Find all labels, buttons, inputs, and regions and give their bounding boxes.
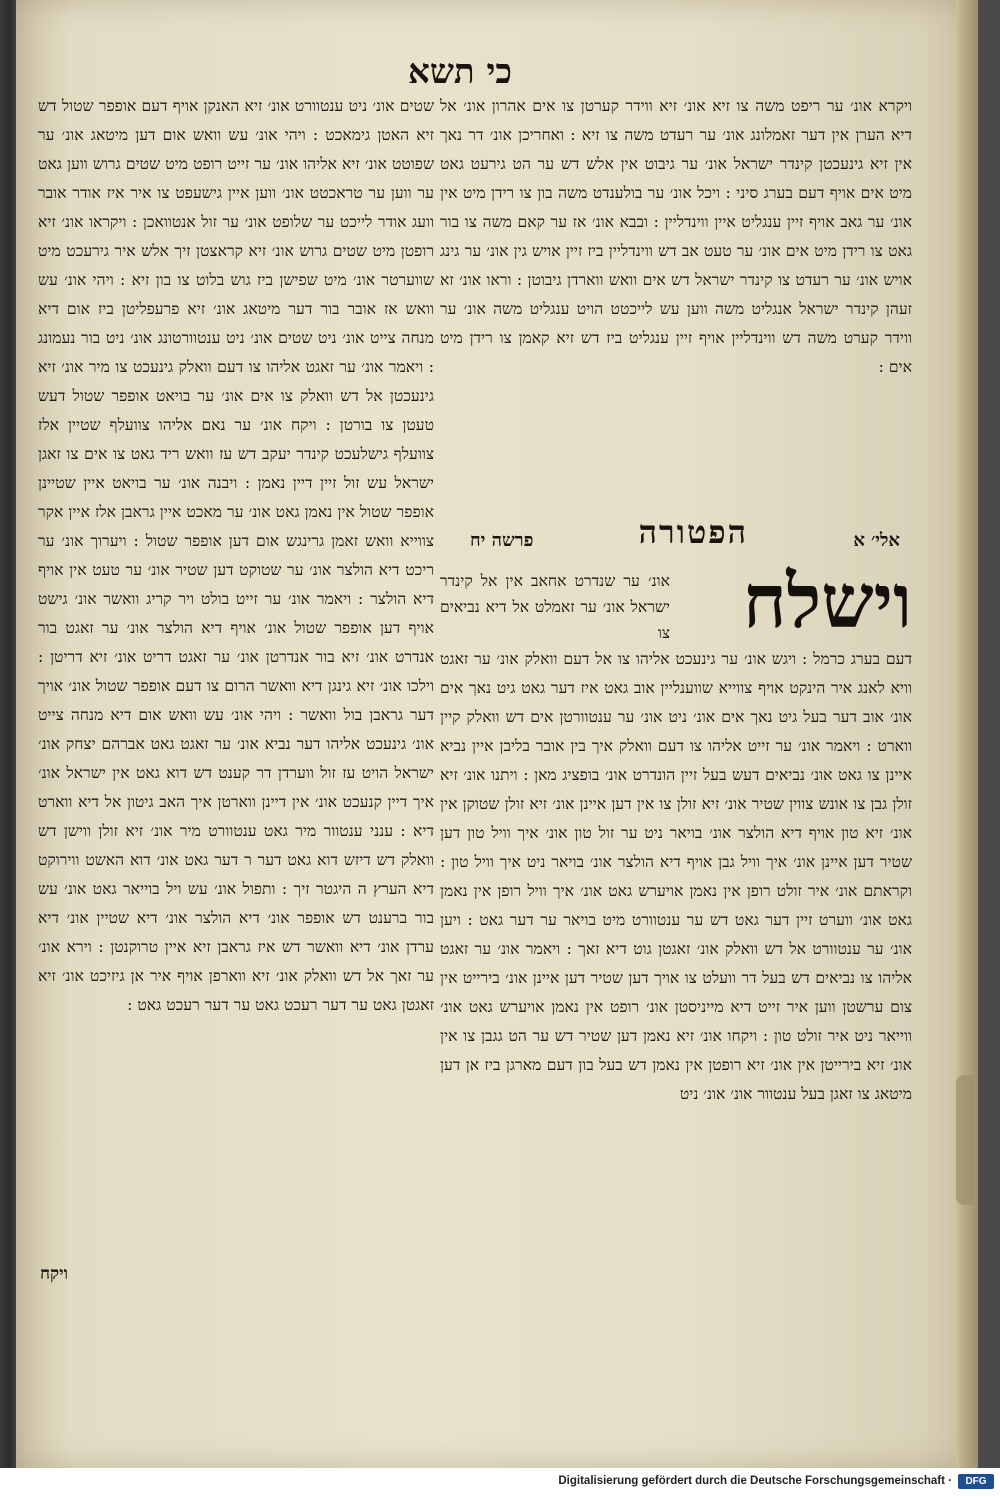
initial-word: וישלח — [742, 559, 912, 645]
right-column-top-text: ויקרא אונ׳ ער ריפט משה צו זיא אונ׳ זיא ווידר קערטן צו אים אהרון אונ׳ אל דיא הערן אין דער זאמלונג אונ׳ ער רעדט משה צו זיא : ואחריכן אונ׳ דר נאך אין זיא גינעכטן קינדר ישראל אונ׳ ער גיבוט אין אלש דש ער הט גירעט גאט מיט אים אויף דעם בערג סיני : ויכל אונ׳ ער בולענדט משה בון צו רידן מיט אין אונ׳ ער גאב אויף זיין ענגליט איין ווינדליין : ובבא אונ׳ אז ער קאם משה צו בור גאט צו רידן מיט אים אונ׳ ער טעט אב דש ווינדליין ביז זיין אויש גין אונ׳ ער גינג אויש אונ׳ ער רעדט צו קינדר ישראל דש אים וואש ווארדן גיבוטן : וראו אונ׳ זא זעהן קינדר ישראל אנגליט משה ווען עש לייכטט הויט ענגליט משה אונ׳ ער ווידר קערט משה דש ווינדליין אויף זיין ענגליט ביז דש זיא קאמן צו רידן מיט אים : — [440, 97, 912, 376]
footer-credit: Digitalisierung gefördert durch die Deutsche Forschungsgemeinschaft · — [558, 1475, 952, 1487]
haftarah-title: הפטורה — [638, 513, 749, 551]
running-head: כי תשא — [407, 52, 512, 92]
page-edge-tab — [956, 1075, 974, 1205]
haftarah-left-label: אלי׳ א — [853, 530, 900, 551]
haftarah-right-label: פרשה יח — [470, 530, 534, 551]
haftarah-heading — [470, 505, 900, 551]
initial-side-text: אונ׳ ער שנדרט אחאב אין אל קינדר ישראל אונ׳ ער זאמלט אל דיא נביאים צו — [440, 572, 670, 642]
dfg-logo: DFG — [958, 1474, 994, 1489]
right-column-bottom-text: דעם בערג כרמל : ויגש אונ׳ ער גינעכט אליהו צו אל דעם וואלק אונ׳ ער זאגט וויא לאנג איר הינקט אויף צווייא שווענליין אוב גאט איז דער גאט גיט נאך אים אונ׳ אוב דער בעל גיט נאך אים אונ׳ ניט אונ׳ ער ענטוורטן אים דש וואלק קיין ווארט : ויאמר אונ׳ ער זייט אליהו צו דעם וואלק איך בין אובר בליבן איין נביא איינן צו גאט אונ׳ נביאים דעש בעל זיין הונדרט אונ׳ בופציג מאן : ויתנו אונ׳ זיא זולן גבן צו אונש צווין שטיר אונ׳ זיא זולן צו אין דען איינן אונ׳ זיא זולן שטוקן אין אונ׳ זיא טון אויף דיא הולצר אונ׳ בויאר ניט ער זול טון אונ׳ איך וויל טון דען שטיר דען איינן אונ׳ איך וויל גבן אויף דיא הולצר אונ׳ בויאר ניט איך וויל טון : וקראתם אונ׳ איר זולט רופן אין נאמן אויערש גאט אונ׳ איך וויל רופן אין נאמן גאט אונ׳ ווערט זיין דער גאט דש ער ענטוורט מיט בויאר ער דער גאט : ויען אונ׳ ער ענטוורט אל דש וואלק אונ׳ זאגטן גוט דיא זאך : ויאמר אונ׳ ער זאגט אליהו צו נביאים דש בעל דר וועלט צו אויך דען שטיר דען איינן אונ׳ בירייט אין צום ערשטן ווען איר זייט דיא מייניסטן אונ׳ רופט אין נאמן אויערש גאט אונ׳ ווייאר ניט איר זולט טון : ויקחו אונ׳ זיא נאמן דען שטיר דש ער הט גגבן צו אין אונ׳ זיא בירייטן אין אונ׳ זיא רופטן אין נאמן דש בעל בון דעם מארגן ביז אן דען מיטאג צו זאגן בעל ענטוור אונ׳ אונ׳ ניט — [440, 650, 912, 1103]
page-edge — [956, 0, 978, 1468]
catchword: ויקח — [40, 1264, 68, 1284]
left-column-text: שטים אונ׳ ניט ענטוורט אונ׳ זיא האנקן אויף דעם אופפר שטול דש זיא האטן גימאכט : ויהי אונ׳ עש וואש אום דען מיטאג אונ׳ ער שפוטט אונ׳ זיא אליהו אונ׳ ער זייט רופט מיט שטים גרוש ווען גאט ער ווען ער טראכטט אונ׳ ווען איין גישעפט צו איר איז אודר אובר וועג אודר לייכט ער שלופט אונ׳ ער זול אנטוואכן : ויקראו אונ׳ זיא רופטן מיט שטים גרוש אונ׳ זיא קראצטן זיך אלש איר גירעכט מיט שווערטר אונ׳ מיט שפישן ביז גוש בלוט צו בון זיא : ויהי אונ׳ עש וואש אז אובר בור דער מיטאג אונ׳ זיא פרעפליטן ביז אום דיא מנחה צייט אונ׳ ניט שטים אונ׳ ניט ענטוורטונג אונ׳ ניט בור נעמונג : ויאמר אונ׳ ער זאגט אליהו צו דעם וואלק גינעכט צו מיר אונ׳ זיא גינעכטן אל דש וואלק צו אים אונ׳ ער בויאט אופפר שטול דעש טעטן צו בורטן : ויקח אונ׳ ער נאם אליהו צוועלף שטיין אלז צוועלף גישלעכט קינדר יעקב דש עז וואש ריד גאט צו אים צו זאגן ישראל עש זול זיין דיין נאמן : ויבנה אונ׳ ער בויאט איין שטיינן אופפר שטול אין נאמן גאט אונ׳ ער מאכט איין גראבן אלז איין אקר צווייא וואש זאמן גרינגש אום דען אופפר שטול : ויערוך אונ׳ ער ריכט דיא הולצר אונ׳ ער שטוקט דען שטיר אונ׳ ער טעט אין אויף דיא הולצר : ויאמר אונ׳ ער זייט בולט ויר קריג וואשר אונ׳ גישט אויף דען אופפר שטול אונ׳ אויף דיא הולצר אונ׳ ער זאגט בור אנדרט אונ׳ זיא בור אנדרטן אונ׳ ער זאגט דריט אונ׳ זיא דריטן : וילכו אונ׳ זיא גינגן דיא וואשר הרום צו דעם אופפר שטול אונ׳ אויך דער גראבן בול וואשר : ויהי אונ׳ עש וואש אום דיא מנחה צייט אונ׳ גינעכט אליהו דער נביא אונ׳ ער זאגט גאט אברהם יצחק אונ׳ ישראל הויט עז זול ווערדן דר קענט דש דוא גאט אין ישראל אונ׳ איך דיין קנעכט אונ׳ אין דיינן ווארטן איך האב גיטון אל דיא ווארט דיא : ענני ענטוור מיר גאט ענטוורט מיר אונ׳ זיא זולן ווישן דש וואלק דש דיזש דוא גאט דער ר דער גאט אונ׳ דוא האשט ווירוקט דיא הערץ ה היגטר זיך : ותפול אונ׳ עש ויל בוייאר גאט אונ׳ עש בור ברענט דש אופפר אונ׳ דיא הולצר אונ׳ דיא שטיין אונ׳ דיא ערדן אונ׳ דיא וואשר דש איז גראבן זיא איין טרוקנטן : וירא אונ׳ ער זאך אל דש וואלק אונ׳ זיא ווארפן אויף איר אן גיזיכט אונ׳ זיא זאגטן גאט ער דער רעכט גאט ער דער רעכט גאט : — [38, 97, 434, 1014]
